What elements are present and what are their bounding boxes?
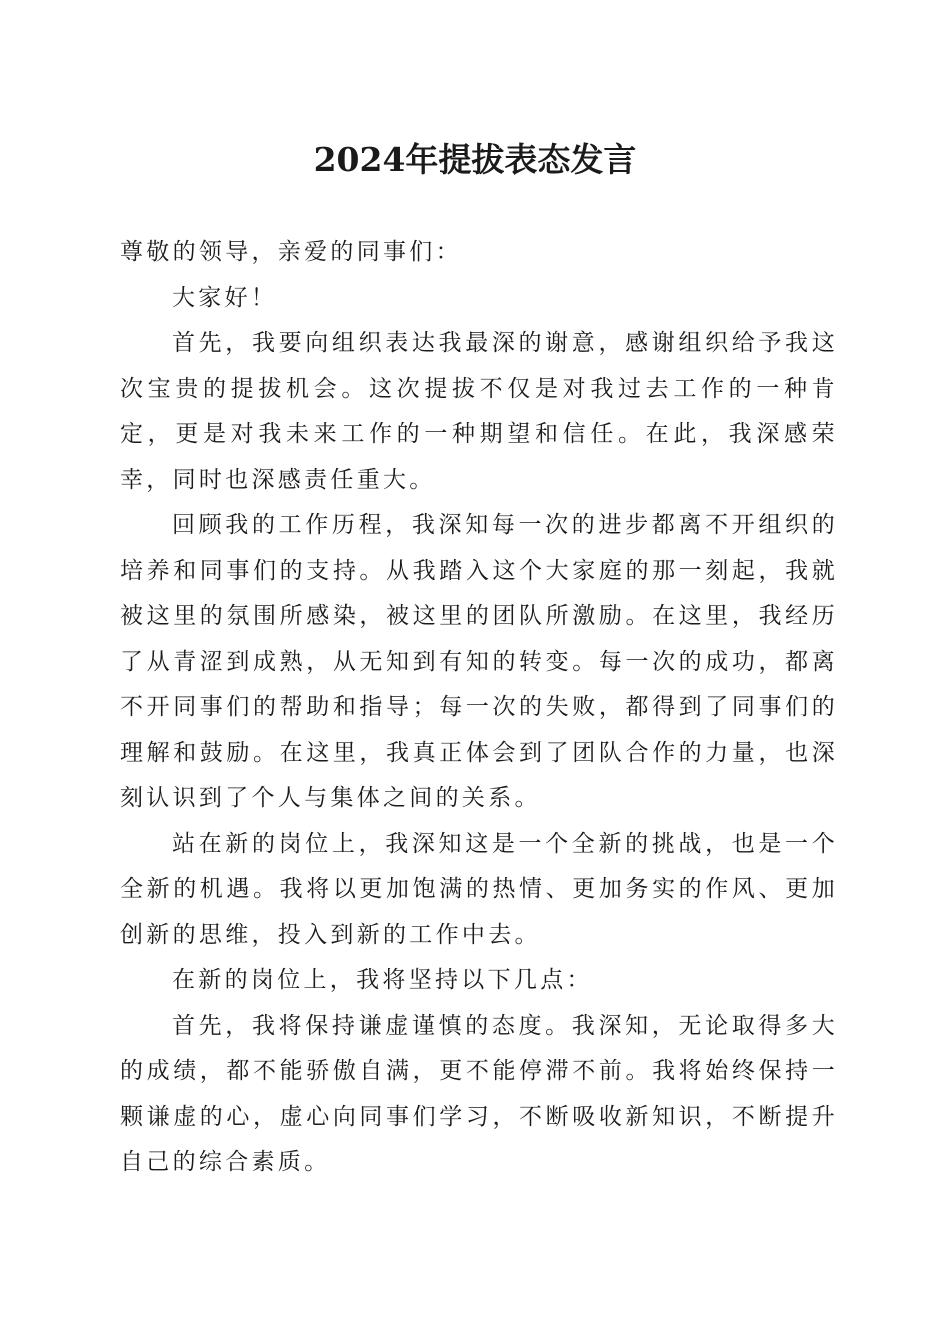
paragraph-thanks: 首先，我要向组织表达我最深的谢意，感谢组织给予我这次宝贵的提拔机会。这次提拔不仅是对我过去工作的一种肯定，更是对我未来工作的一种期望和信任。在此，我深感荣幸，同时也深感责任重大。: [120, 330, 838, 493]
salutation: 尊敬的领导，亲爱的同事们：: [120, 239, 462, 265]
document-title: 2024年提拔表态发言: [313, 140, 637, 179]
paragraph-greeting: 大家好！: [172, 284, 278, 311]
document-body: [120, 230, 838, 1186]
paragraph-principles-intro: 在新的岗位上，我将坚持以下几点：: [172, 967, 593, 993]
paragraph-review: 回顾我的工作历程，我深知每一次的进步都离不开组织的培养和同事们的支持。从我踏入这个大家庭的那一刻起，我就被这里的氛围所感染，被这里的团队所激励。在这里，我经历了从青涩到成熟，从无知到有知的转变。每一次的成功，都离不开同事们的帮助和指导；每一次的失败，都得到了同事们的理解和鼓励。在这里，我真正体会到了团队合作的力量，也深刻认识到了个人与集体之间的关系。: [120, 512, 838, 811]
paragraph-new-position: 站在新的岗位上，我深知这是一个全新的挑战，也是一个全新的机遇。我将以更加饱满的热情、更加务实的作风、更加创新的思维，投入到新的工作中去。: [120, 830, 838, 948]
paragraph-first-principle: 首先，我将保持谦虚谨慎的态度。我深知，无论取得多大的成绩，都不能骄傲自满，更不能停滞不前。我将始终保持一颗谦虚的心，虚心向同事们学习，不断吸收新知识，不断提升自己的综合素质。: [120, 1012, 838, 1175]
